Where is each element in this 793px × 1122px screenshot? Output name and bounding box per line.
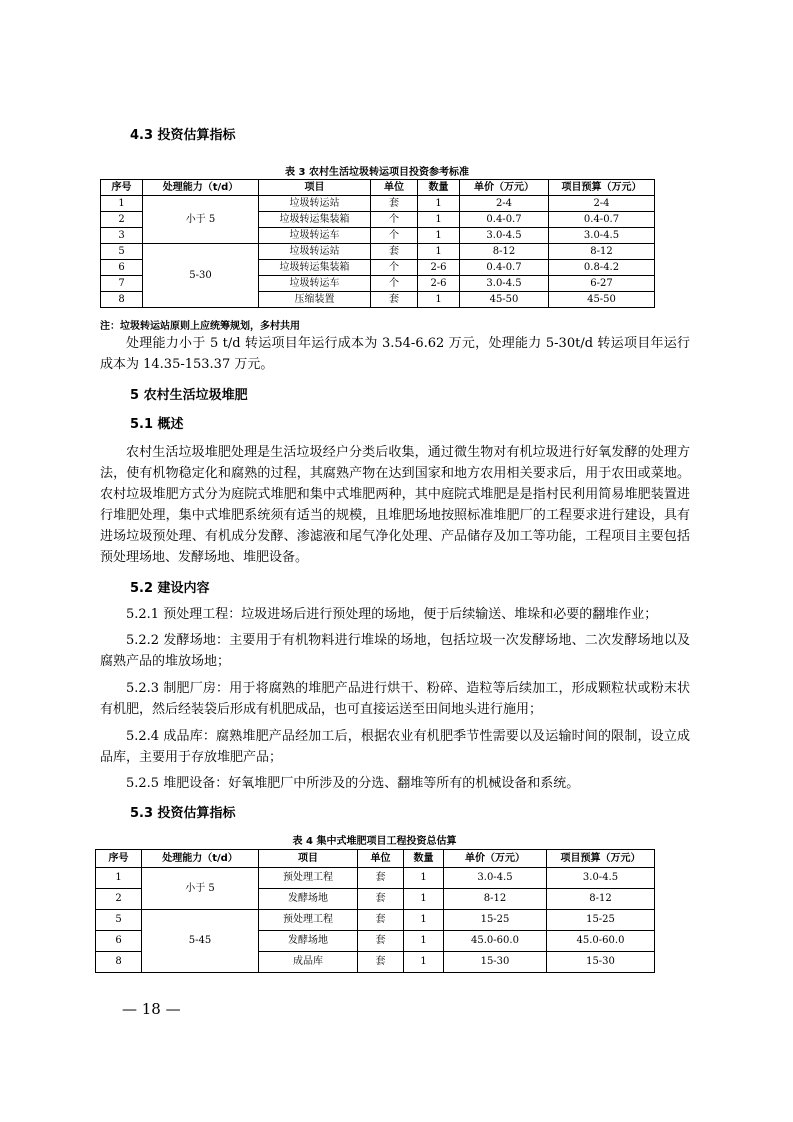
row-number: 8 [101,292,143,308]
paragraph-5-2-2: 5.2.2 发酵场地：主要用于有机物料进行堆垛的场地，包括垃圾一次发酵场地、二次发酵场地以及腐熟产品的堆放场地； [100,633,690,669]
section-heading-5-3: 5.3 投资估算指标 [130,806,236,821]
row-number: 8 [96,952,142,973]
row-number: 2 [101,212,143,228]
capacity-group: 小于 5 [143,196,259,244]
section-heading-4-3: 4.3 投资估算指标 [130,128,236,143]
row-number: 2 [96,889,142,910]
row-number: 1 [96,868,142,889]
table3 [100,179,655,308]
table3-header-cell: 项目预算（万元） [549,180,655,196]
qty-cell: 2-6 [418,276,460,292]
capacity-group: 5-30 [143,244,259,308]
unit-cell: 个 [371,212,418,228]
budget-cell: 0.8-4.2 [549,260,655,276]
qty-cell: 1 [404,931,444,952]
qty-cell: 1 [418,244,460,260]
table4-header-cell: 项目 [259,850,358,868]
capacity-group: 5-45 [142,910,259,973]
section-heading-5-2: 5.2 建设内容 [130,581,210,596]
price-cell: 3.0-4.5 [460,228,549,244]
unit-cell: 个 [371,276,418,292]
item-cell: 发酵场地 [259,889,358,910]
paragraph-5-2-4: 5.2.4 成品库：腐熟堆肥产品经加工后，根据农业有机肥季节性需要以及运输时间的限制，设立成品库，主要用于存放堆肥产品； [100,729,690,765]
item-cell: 成品库 [259,952,358,973]
item-cell: 垃圾转运集装箱 [259,260,371,276]
table4-header-cell: 数量 [404,850,444,868]
price-cell: 15-30 [444,952,547,973]
budget-cell: 8-12 [547,889,655,910]
unit-cell: 套 [358,931,404,952]
unit-cell: 个 [371,260,418,276]
qty-cell: 1 [404,910,444,931]
qty-cell: 1 [418,292,460,308]
paragraph-operating-cost: 处理能力小于 5 t/d 转运项目年运行成本为 3.54-6.62 万元，处理能力 5-30t/d 转运项目年运行成本为 14.35-153.37 万元。 [100,336,690,372]
price-cell: 0.4-0.7 [460,260,549,276]
table3-header-cell: 项目 [259,180,371,196]
price-cell: 3.0-4.5 [444,868,547,889]
table4-header-cell: 单位 [358,850,404,868]
item-cell: 垃圾转运站 [259,244,371,260]
unit-cell: 套 [371,292,418,308]
item-cell: 垃圾转运站 [259,196,371,212]
table4-header-cell: 序号 [96,850,142,868]
table4 [95,849,655,973]
price-cell: 2-4 [460,196,549,212]
unit-cell: 套 [358,910,404,931]
budget-cell: 8-12 [549,244,655,260]
item-cell: 垃圾转运集装箱 [259,212,371,228]
row-number: 6 [101,260,143,276]
budget-cell: 3.0-4.5 [549,228,655,244]
row-number: 7 [101,276,143,292]
row-number: 1 [101,196,143,212]
table4-header-cell: 项目预算（万元） [547,850,655,868]
qty-cell: 2-6 [418,260,460,276]
paragraph-5-2-1: 5.2.1 预处理工程：垃圾进场后进行预处理的场地，便于后续输送、堆垛和必要的翻堆作业； [126,607,658,622]
unit-cell: 个 [371,228,418,244]
budget-cell: 45.0-60.0 [547,931,655,952]
table3-header-cell: 数量 [418,180,460,196]
unit-cell: 套 [358,889,404,910]
qty-cell: 1 [418,212,460,228]
item-cell: 垃圾转运车 [259,228,371,244]
unit-cell: 套 [358,952,404,973]
table3-caption: 表 3 农村生活垃圾转运项目投资参考标准 [285,167,469,178]
table3-header-row [101,180,655,196]
capacity-group: 小于 5 [142,868,259,910]
price-cell: 8-12 [460,244,549,260]
item-cell: 垃圾转运车 [259,276,371,292]
item-cell: 压缩装置 [259,292,371,308]
table-row [96,910,655,931]
item-cell: 预处理工程 [259,868,358,889]
paragraph-overview: 农村生活垃圾堆肥处理是生活垃圾经户分类后收集，通过微生物对有机垃圾进行好氧发酵的处理方法，使有机物稳定化和腐熟的过程，其腐熟产物在达到国家和地方农用相关要求后，用于农田或菜地。农村垃圾堆肥方式分为庭院式堆肥和集中式堆肥两种，其中庭院式堆肥是是指村民利用简易堆肥装置进行堆肥处理，集中式堆肥系统须有适当的规模，且堆肥场地按照标准堆肥厂的工程要求进行建设，具有进场垃圾预处理、有机成分发酵、渗滤液和尾气净化处理、产品储存及加工等功能，工程项目主要包括预处理场地、发酵场地、堆肥设备。 [100,445,690,565]
qty-cell: 1 [418,228,460,244]
price-cell: 45-50 [460,292,549,308]
price-cell: 0.4-0.7 [460,212,549,228]
price-cell: 8-12 [444,889,547,910]
table3-note: 注：垃圾转运站原则上应统筹规划，多村共用 [100,321,300,332]
unit-cell: 套 [358,868,404,889]
table4-header-cell: 处理能力（t/d） [142,850,259,868]
price-cell: 45.0-60.0 [444,931,547,952]
table-row [96,868,655,889]
item-cell: 预处理工程 [259,910,358,931]
budget-cell: 3.0-4.5 [547,868,655,889]
paragraph-5-2-3: 5.2.3 制肥厂房：用于将腐熟的堆肥产品进行烘干、粉碎、造粒等后续加工，形成颗粒状或粉末状有机肥，然后经装袋后形成有机肥成品，也可直接运送至田间地头进行施用； [100,681,690,717]
table3-header-cell: 处理能力（t/d） [143,180,259,196]
price-cell: 3.0-4.5 [460,276,549,292]
qty-cell: 1 [418,196,460,212]
budget-cell: 15-25 [547,910,655,931]
table4-header-cell: 单价（万元） [444,850,547,868]
unit-cell: 套 [371,196,418,212]
row-number: 5 [101,244,143,260]
budget-cell: 0.4-0.7 [549,212,655,228]
table4-header-row [96,850,655,868]
qty-cell: 1 [404,889,444,910]
price-cell: 15-25 [444,910,547,931]
section-heading-5: 5 农村生活垃圾堆肥 [130,388,248,403]
section-heading-5-1: 5.1 概述 [130,417,184,432]
item-cell: 发酵场地 [259,931,358,952]
table3-header-cell: 序号 [101,180,143,196]
budget-cell: 45-50 [549,292,655,308]
row-number: 3 [101,228,143,244]
qty-cell: 1 [404,868,444,889]
table3-header-cell: 单价（万元） [460,180,549,196]
row-number: 6 [96,931,142,952]
qty-cell: 1 [404,952,444,973]
page-number: — 18 — [122,1000,181,1018]
unit-cell: 套 [371,244,418,260]
budget-cell: 15-30 [547,952,655,973]
row-number: 5 [96,910,142,931]
table-row [101,196,655,212]
table4-caption: 表 4 集中式堆肥项目工程投资总估算 [292,836,457,847]
paragraph-5-2-5: 5.2.5 堆肥设备：好氧堆肥厂中所涉及的分选、翻堆等所有的机械设备和系统。 [126,776,580,791]
table3-header-cell: 单位 [371,180,418,196]
table-row [101,244,655,260]
budget-cell: 6-27 [549,276,655,292]
budget-cell: 2-4 [549,196,655,212]
